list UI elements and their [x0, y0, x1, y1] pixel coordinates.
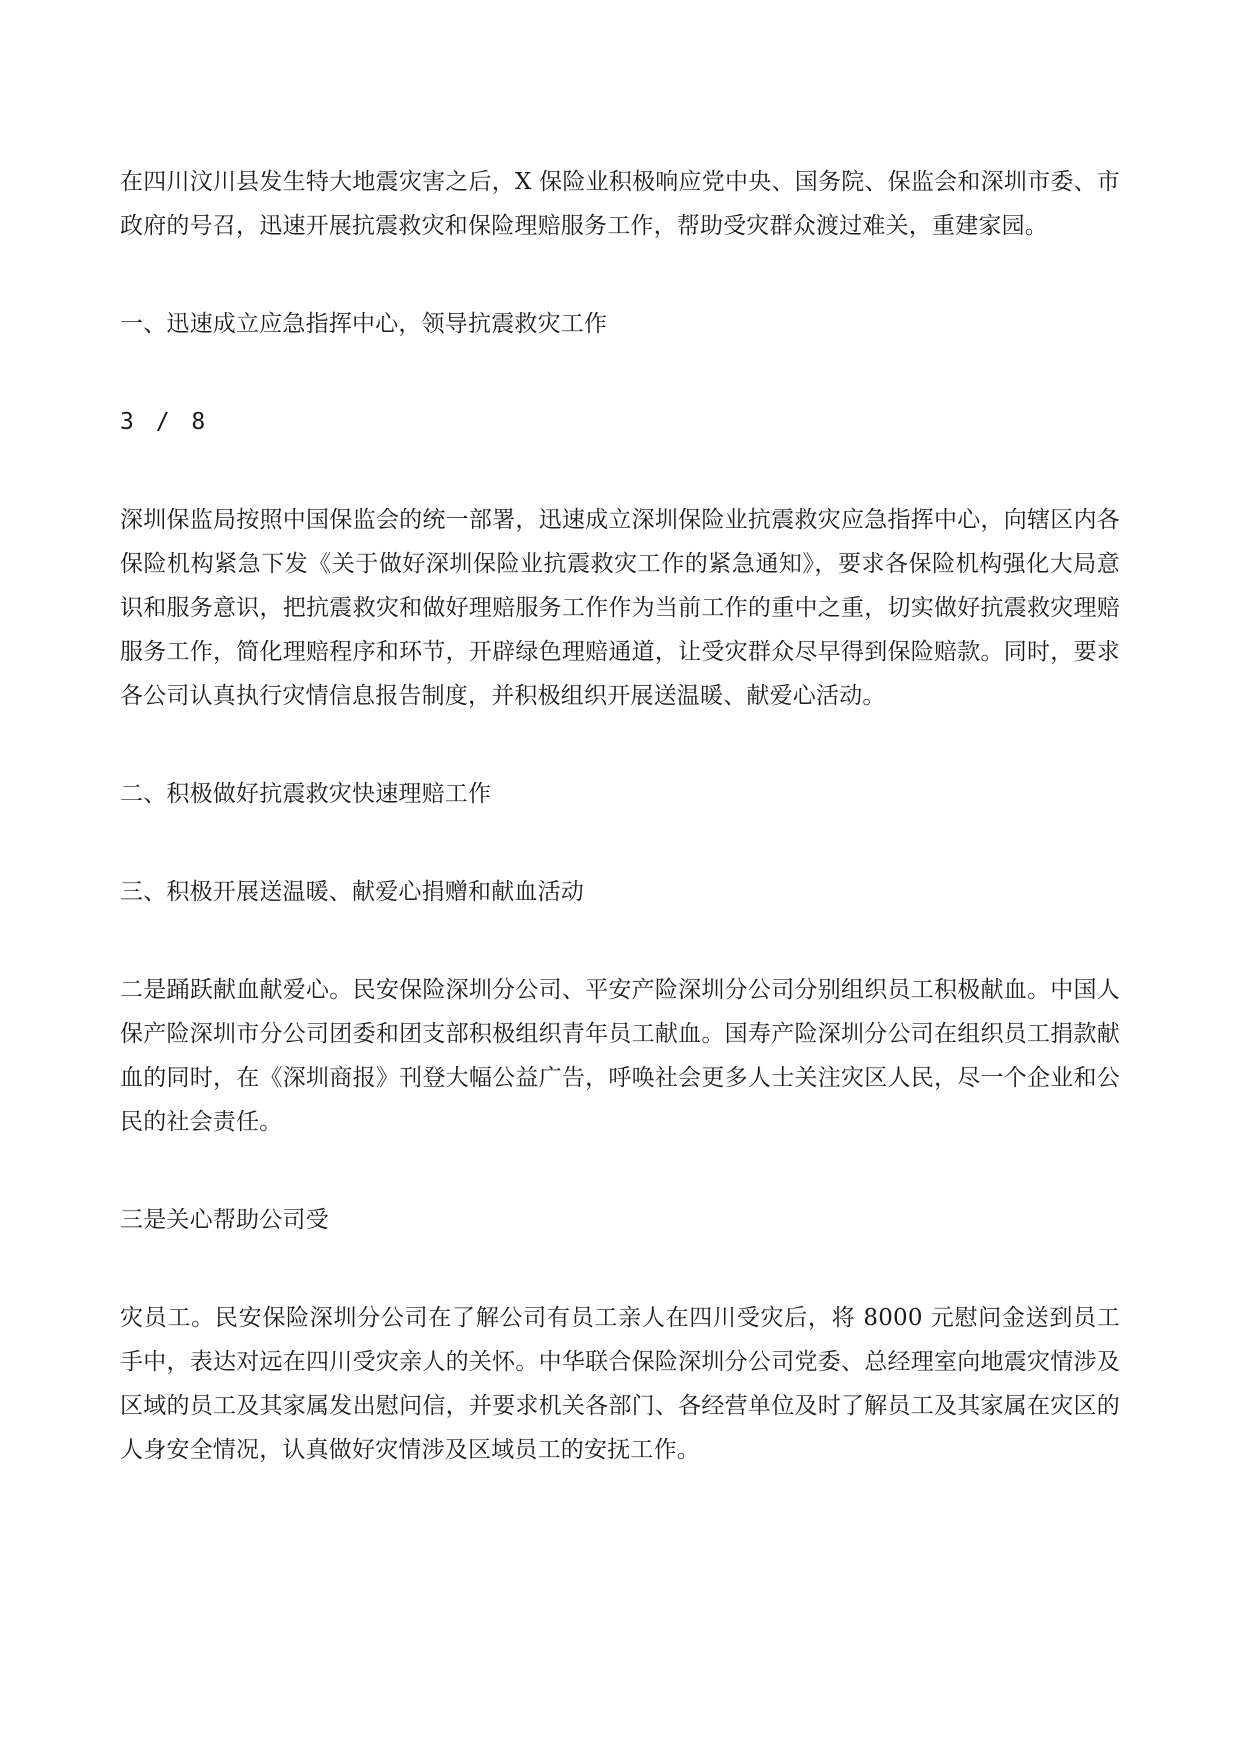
document-body	[120, 160, 1120, 1526]
section-3-heading: 三、积极开展送温暖、献爱心捐赠和献血活动	[120, 879, 584, 905]
intro-paragraph: 在四川汶川县发生特大地震灾害之后，X 保险业积极响应党中央、国务院、保监会和深圳市委、市政府的号召，迅速开展抗震救灾和保险理赔服务工作，帮助受灾群众渡过难关，重建家园。	[120, 169, 1120, 239]
section-1-heading: 一、迅速成立应急指挥中心，领导抗震救灾工作	[120, 311, 608, 337]
point-3-paragraph: 灾员工。民安保险深圳分公司在了解公司有员工亲人在四川受灾后，将 8000 元慰问金送到员工手中，表达对远在四川受灾亲人的关怀。中华联合保险深圳分公司党委、总经理室向地震灾情涉及区域的员工及其家属发出慰问信，并要求机关各部门、各经营单位及时了解员工及其家属在灾区的人身安全情况，认真做好灾情涉及区域员工的安抚工作。	[120, 1305, 1120, 1463]
section-1-paragraph: 深圳保监局按照中国保监会的统一部署，迅速成立深圳保险业抗震救灾应急指挥中心，向辖区内各保险机构紧急下发《关于做好深圳保险业抗震救灾工作的紧急通知》，要求各保险机构强化大局意识和服务意识，把抗震救灾和做好理赔服务工作作为当前工作的重中之重，切实做好抗震救灾理赔服务工作，简化理赔程序和环节，开辟绿色理赔通道，让受灾群众尽早得到保险赔款。同时，要求各公司认真执行灾情信息报告制度，并积极组织开展送温暖、献爱心活动。	[120, 507, 1120, 709]
page-number: 3 / 8	[120, 409, 210, 435]
point-3-heading: 三是关心帮助公司受	[120, 1207, 329, 1233]
section-2-heading: 二、积极做好抗震救灾快速理赔工作	[120, 781, 492, 807]
point-2-paragraph: 二是踊跃献血献爱心。民安保险深圳分公司、平安产险深圳分公司分别组织员工积极献血。中国人保产险深圳市分公司团委和团支部积极组织青年员工献血。国寿产险深圳分公司在组织员工捐款献血的同时，在《深圳商报》刊登大幅公益广告，呼唤社会更多人士关注灾区人民，尽一个企业和公民的社会责任。	[120, 977, 1120, 1135]
